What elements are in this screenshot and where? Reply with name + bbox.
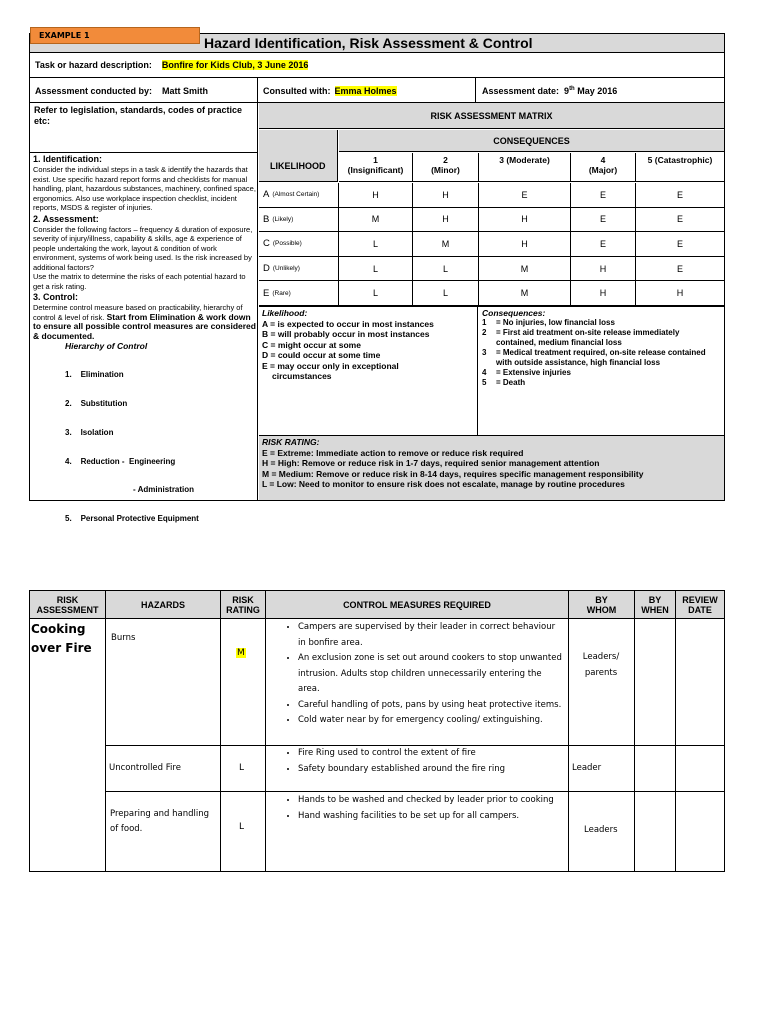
conducted-cell — [30, 78, 258, 103]
conducted-value: Matt Smith — [162, 85, 209, 96]
col-line — [675, 591, 676, 872]
legislation-text: Refer to legislation, standards, codes of practice etc: — [34, 105, 243, 126]
likelihood-legend-item: B = will probably occur in most instances — [262, 329, 430, 339]
example-badge — [30, 27, 200, 44]
consequence-legend-number: 2 — [482, 328, 487, 337]
header-control-measures: CONTROL MEASURES REQUIRED — [343, 600, 491, 610]
instructions — [33, 154, 256, 543]
likelihood-legend-title: Likelihood: — [262, 308, 308, 318]
consequences-legend-items — [482, 318, 720, 388]
matrix-cell: L — [413, 281, 479, 306]
controls-food — [280, 793, 565, 824]
header-by-whom: BY WHOM — [586, 595, 617, 615]
matrix-cell: M — [413, 232, 479, 257]
likelihood-row-label — [259, 281, 339, 306]
consequence-label: (Minor) — [431, 165, 460, 175]
risk-rating-item: H = High: Remove or reduce risk in 1-7 days, required senior management attention — [262, 458, 600, 468]
likelihood-descriptor: (Rare) — [272, 289, 291, 297]
header-review-date: REVIEW DATE — [682, 595, 718, 615]
col-line — [265, 591, 266, 872]
hazard-uncontrolled-fire: Uncontrolled Fire — [109, 763, 181, 773]
consulted-value: Emma Holmes — [334, 85, 397, 96]
likelihood-letter: C — [263, 238, 270, 250]
header-risk-rating: RISK RATING — [226, 595, 260, 615]
likelihood-row-label — [259, 183, 339, 208]
hierarchy-item: 1. Elimination — [65, 370, 124, 380]
control-item: • Hand washing facilities to be set up for all campers. — [298, 809, 565, 825]
consequence-column-header — [479, 153, 571, 182]
matrix-cell: H — [479, 208, 571, 233]
assessment-date-label: Assessment date: — [482, 85, 560, 96]
date-suffix: th — [569, 85, 575, 92]
assessment-text-2: Use the matrix to determine the risks of each potential hazard to get a risk rating. — [33, 272, 246, 291]
matrix-cell: E — [636, 183, 724, 208]
consequence-column-header — [339, 153, 413, 182]
matrix-cell: E — [571, 183, 636, 208]
likelihood-descriptor: (Possible) — [272, 240, 302, 248]
control-text-bold: Start from Elimination & work down to ensure all possible control measures are considered & documented. — [33, 311, 256, 341]
consequence-legend-text: = Medical treatment required, on-site release contained with outside assistance, high financial loss — [496, 348, 706, 367]
matrix-cell: H — [479, 232, 571, 257]
risk-rating-legend — [259, 436, 724, 500]
matrix-cell: E — [636, 257, 724, 282]
task-label: Task or hazard description: — [35, 60, 152, 70]
page-title: Hazard Identification, Risk Assessment & Control — [204, 35, 533, 51]
matrix-cell: E — [636, 208, 724, 233]
consequence-legend-item — [482, 368, 720, 378]
consequence-label: (Moderate) — [506, 155, 550, 165]
hierarchy-title: Hierarchy of Control — [65, 341, 148, 351]
col-line — [105, 591, 106, 872]
likelihood-row-label — [259, 257, 339, 282]
task-row — [30, 53, 724, 78]
controls-uncontrolled-fire — [280, 746, 565, 777]
consequence-number: 2 — [443, 155, 448, 165]
activity-name: Cooking over Fire — [31, 622, 92, 655]
hazard-burns: Burns — [111, 633, 136, 643]
control-item: • Safety boundary established around the fire ring — [298, 762, 565, 778]
consequence-label: (Catastrophic) — [654, 155, 713, 165]
risk-rating-burns: M — [237, 648, 245, 658]
identification-heading: 1. Identification: — [33, 154, 103, 164]
matrix-cell: M — [339, 208, 413, 233]
likelihood-descriptor: (Unlikely) — [272, 265, 300, 273]
matrix-cell: E — [636, 232, 724, 257]
matrix-cell: L — [413, 257, 479, 282]
consequence-legend-item — [482, 348, 720, 368]
matrix-title: RISK ASSESSMENT MATRIX — [259, 103, 724, 129]
control-item: • Careful handling of pots, pans by using heat protective items. — [298, 698, 565, 714]
control-item: • Fire Ring used to control the extent of fire — [298, 746, 565, 762]
matrix-cell: M — [479, 257, 571, 282]
date-rest: May 2016 — [574, 85, 618, 96]
consequence-legend-number: 3 — [482, 348, 487, 357]
legend-split — [477, 306, 478, 435]
consequence-legend-text: = Extensive injuries — [496, 368, 571, 377]
control-item: • Cold water near by for emergency cooling/ extinguishing. — [298, 713, 565, 729]
task-value: Bonfire for Kids Club, 3 June 2016 — [161, 60, 309, 70]
consequences-legend — [482, 308, 720, 388]
consulted-label: Consulted with: — [263, 85, 331, 96]
control-item: • Hands to be washed and checked by leader prior to cooking — [298, 793, 565, 809]
col-line — [220, 591, 221, 872]
consequence-number: 5 — [647, 155, 653, 165]
risk-rating-uncontrolled-fire: L — [239, 763, 245, 773]
hierarchy-item: 3. Isolation — [65, 427, 114, 437]
matrix-cell: E — [571, 208, 636, 233]
header-risk-assessment: RISK ASSESSMENT — [36, 595, 99, 615]
matrix-cell: H — [571, 281, 636, 306]
assessment-text: Consider the following factors – frequency & duration of exposure, severity of injury/illness, capability & skills, age & experience of people undertaking the work, layout & condition of work environment, systems of work being used. Is the risk increased by additional factors? — [33, 224, 253, 272]
header-hazards: HAZARDS — [141, 600, 185, 610]
control-heading: 3. Control: — [33, 292, 78, 302]
by-whom-uncontrolled-fire: Leader — [572, 763, 602, 773]
conducted-label: Assessment conducted by: — [35, 85, 153, 96]
consequence-column-header — [413, 153, 479, 182]
risk-rating-title: RISK RATING: — [262, 437, 320, 447]
likelihood-legend-item: A = is expected to occur in most instances — [262, 318, 434, 329]
row-line — [106, 791, 724, 792]
risk-rating-item: L = Low: Need to monitor to ensure risk does not escalate, manage by routine procedures — [262, 479, 625, 489]
control-text-plain: Determine control measure based on practicability, hierarchy of control & level of risk. — [33, 303, 243, 322]
consequence-legend-text: = No injuries, low financial loss — [496, 318, 615, 327]
col-line — [634, 591, 635, 872]
consequence-column-header — [571, 153, 636, 182]
likelihood-header: LIKELIHOOD — [270, 161, 326, 171]
consequence-legend-item — [482, 328, 720, 348]
assessment-date-cell — [476, 78, 724, 103]
consequence-legend-number: 5 — [482, 378, 487, 387]
likelihood-legend-item: circumstances — [272, 371, 332, 381]
legislation-divider — [30, 152, 258, 153]
identification-text: Consider the individual steps in a task & identify the hazards that exist. Use specific hazard report forms and checklists for manual handling, plant, hazardous substances, machinery, confined space, ergonomics. Also use workplace inspection checklist, incident reports, MSDS & register of injuries. — [33, 165, 256, 212]
consequence-legend-number: 1 — [482, 318, 487, 327]
likelihood-descriptor: (Almost Certain) — [272, 191, 320, 199]
matrix-cell: H — [339, 183, 413, 208]
control-text — [33, 303, 256, 341]
matrix-cell: H — [413, 183, 479, 208]
consequence-legend-text: = Death — [496, 378, 526, 387]
controls-burns — [280, 620, 565, 729]
risk-rating-food: L — [239, 822, 245, 832]
matrix-cell: L — [339, 257, 413, 282]
likelihood-legend — [262, 308, 474, 382]
likelihood-letter: E — [263, 287, 270, 299]
hierarchy-item: 2. Substitution — [65, 398, 128, 408]
assessment-heading: 2. Assessment: — [33, 213, 99, 224]
matrix-cell: L — [339, 232, 413, 257]
risk-rating-item: M = Medium: Remove or reduce risk in 8-14 days, requires specific management responsibility — [262, 468, 644, 479]
likelihood-legend-item: D = could occur at some time — [262, 350, 381, 360]
consequence-column-header — [636, 153, 724, 182]
matrix-cell: H — [413, 208, 479, 233]
hazard-food: Preparing and handling of food. — [110, 809, 210, 834]
col-line — [568, 591, 569, 872]
control-item: • An exclusion zone is set out around cookers to stop unwanted intrusion. Adults stop children unnecessarily entering the area. — [298, 651, 565, 698]
likelihood-header-cell — [259, 130, 338, 182]
likelihood-legend-item: E = may occur only in exceptional — [262, 360, 399, 371]
header-by-when: BY WHEN — [641, 595, 669, 615]
consequence-number: 4 — [600, 155, 606, 165]
hierarchy-item: 4. Reduction - Engineering — [65, 456, 176, 466]
consequence-number: 3 — [499, 155, 504, 165]
likelihood-legend-item: C = might occur at some — [262, 339, 361, 350]
hierarchy-item: - Administration — [133, 485, 195, 495]
by-whom-food: Leaders — [584, 825, 618, 835]
likelihood-letter: A — [263, 189, 270, 201]
example-label: EXAMPLE 1 — [39, 31, 90, 40]
consequence-legend-item — [482, 378, 720, 388]
consequence-label: (Insignificant) — [347, 165, 404, 175]
consequence-label: (Major) — [588, 165, 618, 175]
consulted-cell — [258, 78, 476, 103]
consequence-legend-text: = First aid treatment on-site release immediately contained, medium financial loss — [496, 328, 680, 347]
matrix-cell: L — [339, 281, 413, 306]
assessment-date-value — [564, 86, 617, 96]
likelihood-row-label — [259, 208, 339, 233]
likelihood-descriptor: (Likely) — [272, 215, 294, 223]
consequences-legend-title: Consequences: — [482, 308, 546, 318]
matrix-cell: H — [636, 281, 724, 306]
matrix-cell: E — [571, 232, 636, 257]
matrix-cell: H — [571, 257, 636, 282]
matrix-cell: M — [479, 281, 571, 306]
consequence-number: 1 — [373, 155, 378, 165]
legend-row-border — [259, 306, 724, 307]
likelihood-row-label — [259, 232, 339, 257]
hierarchy-list — [65, 351, 256, 543]
by-whom-burns: Leaders/ parents — [582, 652, 620, 678]
control-item: • Campers are supervised by their leader in correct behaviour in bonfire area. — [298, 620, 565, 651]
consequence-legend-item — [482, 318, 720, 328]
risk-rating-item: E = Extreme: Immediate action to remove or reduce risk required — [262, 447, 524, 458]
consequence-legend-number: 4 — [482, 368, 487, 377]
likelihood-letter: D — [263, 263, 270, 275]
hierarchy-item: 5. Personal Protective Equipment — [65, 514, 199, 524]
matrix-cell: E — [479, 183, 571, 208]
date-day: 9 — [564, 85, 570, 96]
likelihood-letter: B — [263, 213, 270, 225]
consequences-header: CONSEQUENCES — [339, 130, 724, 152]
